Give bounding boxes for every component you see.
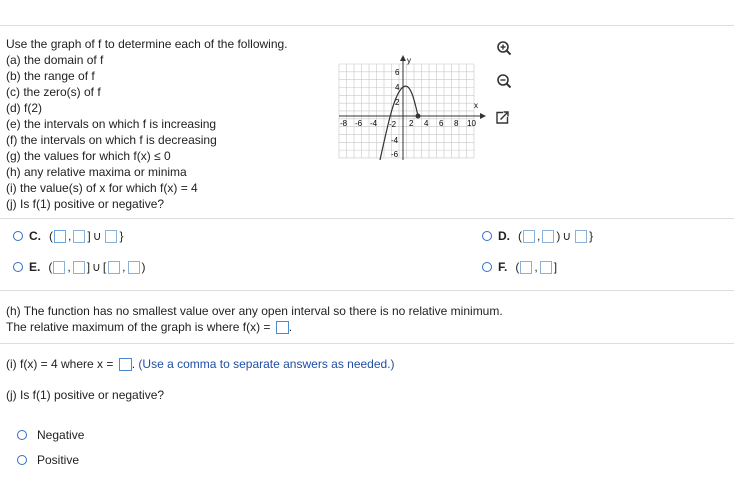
positive-radio[interactable] — [17, 455, 27, 465]
option-c[interactable] — [13, 229, 125, 243]
comma: , — [534, 260, 538, 274]
union-symbol: ∪ — [92, 260, 101, 274]
top-divider — [0, 25, 734, 26]
question-line: (b) the range of f — [6, 69, 95, 83]
answer-input[interactable] — [54, 230, 66, 243]
y-axis-label: y — [407, 56, 411, 65]
answer-input[interactable] — [575, 230, 587, 243]
answer-input[interactable] — [128, 261, 140, 274]
bracket: [ — [102, 260, 107, 274]
x-tick-label: 8 — [454, 119, 459, 128]
option-c-label: C. — [29, 229, 41, 243]
x-tick-label: 4 — [424, 119, 429, 128]
curve-endpoint — [416, 114, 421, 119]
option-f-label: F. — [498, 260, 508, 274]
question-line: (h) any relative maxima or minima — [6, 165, 187, 179]
bracket: ] — [87, 229, 91, 243]
question-line: (f) the intervals on which f is decreasing — [6, 133, 217, 147]
part-i-hint: (Use a comma to separate answers as needed.) — [138, 357, 395, 371]
question-line: Use the graph of f to determine each of the following. — [6, 37, 288, 51]
part-i — [6, 357, 395, 371]
part-i-prompt: (i) f(x) = 4 where x = — [6, 357, 114, 371]
bracket: ) — [141, 260, 146, 274]
answer-input[interactable] — [53, 261, 65, 274]
negative-label: Negative — [37, 428, 85, 442]
choice-negative[interactable] — [17, 428, 84, 442]
y-tick-label: -4 — [391, 136, 399, 145]
y-axis — [400, 55, 406, 160]
period: . — [131, 357, 136, 371]
part-h-prompt: The relative maximum of the graph is where f(x) = — [6, 320, 271, 334]
x-tick-label: 10 — [467, 119, 476, 128]
answer-input[interactable] — [73, 261, 85, 274]
option-d-radio[interactable] — [482, 231, 492, 241]
zoom-out-icon[interactable] — [494, 71, 514, 91]
answer-input[interactable] — [542, 230, 554, 243]
bracket: } — [589, 229, 594, 243]
positive-label: Positive — [37, 453, 80, 467]
y-tick-label: -2 — [389, 120, 397, 129]
x-tick-label: 2 — [409, 119, 414, 128]
bracket: ] — [553, 260, 558, 274]
bracket: ( — [515, 260, 520, 274]
period: . — [288, 320, 293, 334]
bracket: ] — [86, 260, 91, 274]
zoom-in-icon[interactable] — [494, 38, 514, 58]
question-line: (c) the zero(s) of f — [6, 85, 101, 99]
bracket: ( — [48, 260, 53, 274]
answer-input[interactable] — [73, 230, 85, 243]
option-f-radio[interactable] — [482, 262, 492, 272]
union-symbol: ∪ — [92, 229, 102, 243]
function-graph — [336, 54, 486, 162]
bracket: } — [119, 229, 124, 243]
answer-input[interactable] — [105, 230, 117, 243]
y-tick-label: -6 — [391, 150, 399, 159]
graph-grid — [339, 64, 474, 158]
option-e[interactable] — [13, 260, 147, 274]
bracket: ( — [518, 229, 522, 243]
y-tick-label: 2 — [395, 98, 400, 107]
answer-input[interactable] — [540, 261, 552, 274]
y-tick-label: 6 — [395, 68, 400, 77]
answer-input[interactable] — [520, 261, 532, 274]
y-tick-label: 4 — [395, 83, 400, 92]
option-d-label: D. — [498, 229, 510, 243]
x-tick-label: 6 — [439, 119, 444, 128]
x-tick-label: -6 — [355, 119, 363, 128]
x-tick-label: -8 — [340, 119, 348, 128]
x-axis-label: x — [474, 101, 478, 110]
union-symbol: ∪ — [562, 229, 572, 243]
x-tick-label: -4 — [370, 119, 378, 128]
comma: , — [537, 229, 541, 243]
question-line: (i) the value(s) of x for which f(x) = 4 — [6, 181, 198, 195]
question-line: (j) Is f(1) positive or negative? — [6, 197, 165, 211]
option-c-radio[interactable] — [13, 231, 23, 241]
answer-input[interactable] — [108, 261, 120, 274]
relative-max-input[interactable] — [276, 321, 289, 334]
bracket: ( — [49, 229, 53, 243]
question-line: (e) the intervals on which f is increasing — [6, 117, 217, 131]
choice-positive[interactable] — [17, 453, 79, 467]
negative-radio[interactable] — [17, 430, 27, 440]
comma: , — [68, 229, 72, 243]
answer-input[interactable] — [523, 230, 535, 243]
section-divider — [0, 290, 734, 291]
part-j-question: (j) Is f(1) positive or negative? — [6, 388, 165, 402]
option-e-label: E. — [29, 260, 41, 274]
section-divider — [0, 343, 734, 344]
question-line: (g) the values for which f(x) ≤ 0 — [6, 149, 171, 163]
question-line: (d) f(2) — [6, 101, 42, 115]
option-f[interactable] — [482, 260, 558, 274]
part-h-relative-max — [6, 320, 292, 334]
question-line: (a) the domain of f — [6, 53, 104, 67]
bracket: ) — [556, 229, 561, 243]
part-i-input[interactable] — [119, 358, 132, 371]
option-e-radio[interactable] — [13, 262, 23, 272]
part-h-text: (h) The function has no smallest value over any open interval so there is no relative minimum. — [6, 304, 503, 318]
section-divider — [0, 218, 734, 219]
popout-icon[interactable] — [492, 108, 512, 128]
comma: , — [122, 260, 126, 274]
comma: , — [67, 260, 71, 274]
option-d[interactable] — [482, 229, 594, 243]
